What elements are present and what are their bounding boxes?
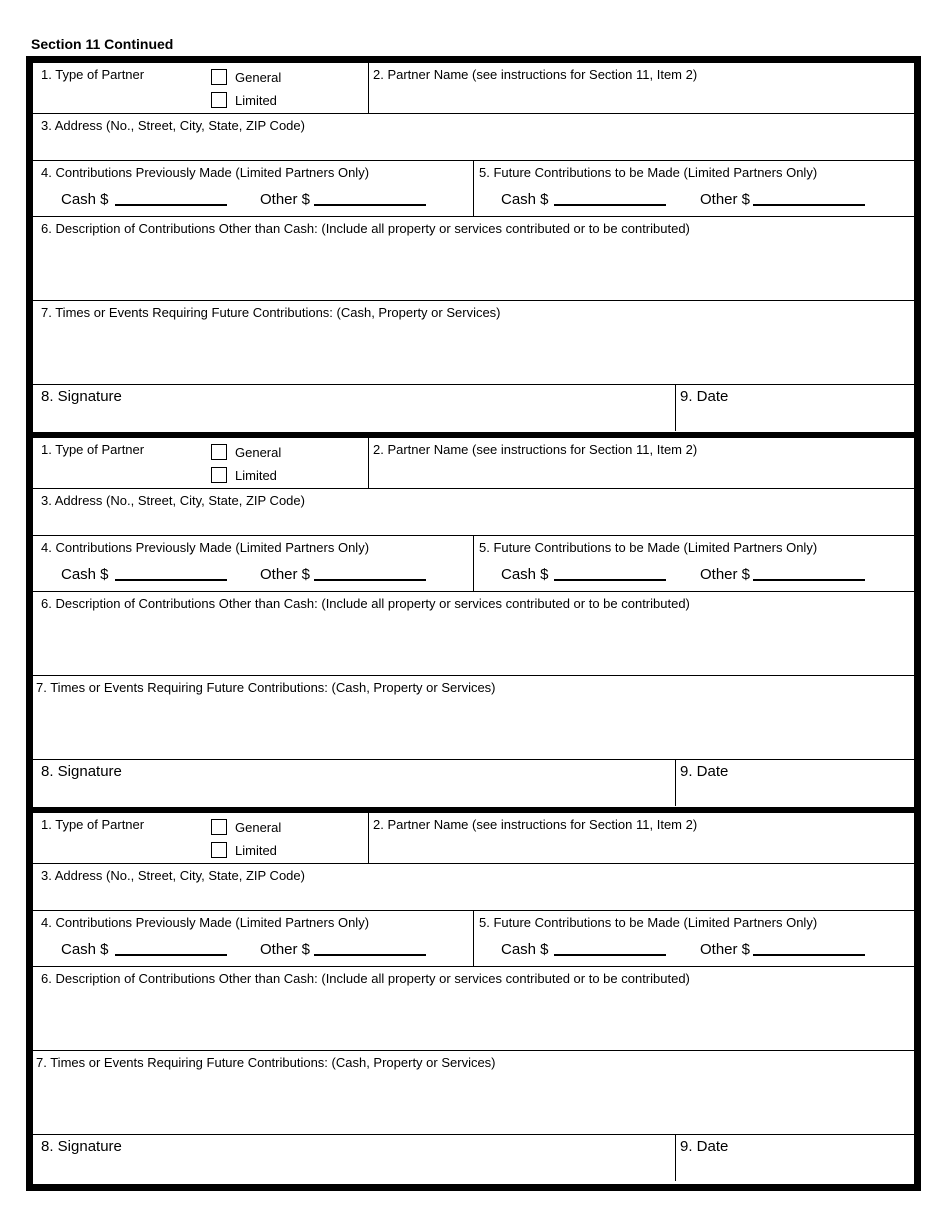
- signature-field[interactable]: 8. Signature: [41, 763, 122, 780]
- future-other-input[interactable]: [753, 204, 865, 206]
- divider: [33, 759, 914, 760]
- future-cash-label: Cash $: [501, 566, 549, 583]
- prev-cash-label: Cash $: [61, 191, 109, 208]
- limited-checkbox[interactable]: [211, 842, 227, 858]
- general-label: General: [235, 70, 282, 85]
- future-contributions-label: 5. Future Contributions to be Made (Limited Partners Only): [479, 165, 818, 180]
- partner-name-field[interactable]: 2. Partner Name (see instructions for Section 11, Item 2): [373, 67, 698, 82]
- prev-other-label: Other $: [260, 191, 311, 208]
- general-label: General: [235, 820, 282, 835]
- limited-checkbox[interactable]: [211, 467, 227, 483]
- future-contributions-label: 5. Future Contributions to be Made (Limited Partners Only): [479, 540, 818, 555]
- date-field[interactable]: 9. Date: [680, 763, 729, 780]
- partner-form: [26, 56, 921, 1191]
- signature-field[interactable]: 8. Signature: [41, 1138, 122, 1155]
- divider: [33, 384, 914, 385]
- limited-checkbox[interactable]: [211, 92, 227, 108]
- future-other-label: Other $: [700, 191, 751, 208]
- address-field[interactable]: 3. Address (No., Street, City, State, ZIP Code): [41, 493, 305, 508]
- prev-contributions-label: 4. Contributions Previously Made (Limited Partners Only): [41, 540, 370, 555]
- limited-label: Limited: [235, 93, 277, 108]
- prev-cash-input[interactable]: [115, 579, 227, 581]
- divider: [33, 591, 914, 592]
- prev-other-input[interactable]: [314, 954, 426, 956]
- signature-field[interactable]: 8. Signature: [41, 388, 122, 405]
- limited-label: Limited: [235, 843, 277, 858]
- divider: [368, 63, 369, 113]
- partner-block-3: [33, 813, 914, 1181]
- divider: [33, 300, 914, 301]
- prev-cash-input[interactable]: [115, 954, 227, 956]
- general-label: General: [235, 445, 282, 460]
- description-field[interactable]: 6. Description of Contributions Other than Cash: (Include all property or services contributed or to be contributed): [41, 971, 690, 986]
- times-events-field[interactable]: 7. Times or Events Requiring Future Contributions: (Cash, Property or Services): [36, 680, 496, 695]
- partner-name-field[interactable]: 2. Partner Name (see instructions for Section 11, Item 2): [373, 817, 698, 832]
- divider: [675, 759, 676, 806]
- date-field[interactable]: 9. Date: [680, 1138, 729, 1155]
- prev-other-input[interactable]: [314, 579, 426, 581]
- divider: [33, 216, 914, 217]
- future-contributions-label: 5. Future Contributions to be Made (Limited Partners Only): [479, 915, 818, 930]
- divider: [33, 1134, 914, 1135]
- section-title: Section 11 Continued: [31, 36, 174, 52]
- prev-other-label: Other $: [260, 566, 311, 583]
- description-field[interactable]: 6. Description of Contributions Other than Cash: (Include all property or services contributed or to be contributed): [41, 596, 690, 611]
- divider: [368, 438, 369, 488]
- type-of-partner-label: 1. Type of Partner: [41, 67, 145, 82]
- future-other-input[interactable]: [753, 579, 865, 581]
- divider: [33, 1050, 914, 1051]
- prev-other-label: Other $: [260, 941, 311, 958]
- prev-contributions-label: 4. Contributions Previously Made (Limited Partners Only): [41, 915, 370, 930]
- partner-block-1: [33, 63, 914, 431]
- type-of-partner-label: 1. Type of Partner: [41, 817, 145, 832]
- divider: [473, 535, 474, 591]
- future-other-input[interactable]: [753, 954, 865, 956]
- divider: [33, 966, 914, 967]
- divider: [473, 160, 474, 216]
- prev-cash-label: Cash $: [61, 941, 109, 958]
- future-other-label: Other $: [700, 566, 751, 583]
- future-cash-label: Cash $: [501, 941, 549, 958]
- future-cash-input[interactable]: [554, 954, 666, 956]
- limited-label: Limited: [235, 468, 277, 483]
- future-cash-label: Cash $: [501, 191, 549, 208]
- divider: [368, 813, 369, 863]
- prev-cash-label: Cash $: [61, 566, 109, 583]
- divider: [473, 910, 474, 966]
- general-checkbox[interactable]: [211, 819, 227, 835]
- divider: [675, 384, 676, 431]
- date-field[interactable]: 9. Date: [680, 388, 729, 405]
- description-field[interactable]: 6. Description of Contributions Other than Cash: (Include all property or services contributed or to be contributed): [41, 221, 690, 236]
- prev-contributions-label: 4. Contributions Previously Made (Limited Partners Only): [41, 165, 370, 180]
- general-checkbox[interactable]: [211, 444, 227, 460]
- prev-other-input[interactable]: [314, 204, 426, 206]
- divider: [33, 675, 914, 676]
- partner-block-2: [33, 438, 914, 806]
- divider: [33, 488, 914, 489]
- divider: [33, 113, 914, 114]
- general-checkbox[interactable]: [211, 69, 227, 85]
- type-of-partner-label: 1. Type of Partner: [41, 442, 145, 457]
- future-cash-input[interactable]: [554, 204, 666, 206]
- address-field[interactable]: 3. Address (No., Street, City, State, ZIP Code): [41, 118, 305, 133]
- divider: [33, 863, 914, 864]
- partner-name-field[interactable]: 2. Partner Name (see instructions for Section 11, Item 2): [373, 442, 698, 457]
- future-other-label: Other $: [700, 941, 751, 958]
- prev-cash-input[interactable]: [115, 204, 227, 206]
- divider: [675, 1134, 676, 1181]
- future-cash-input[interactable]: [554, 579, 666, 581]
- times-events-field[interactable]: 7. Times or Events Requiring Future Contributions: (Cash, Property or Services): [41, 305, 501, 320]
- times-events-field[interactable]: 7. Times or Events Requiring Future Contributions: (Cash, Property or Services): [36, 1055, 496, 1070]
- address-field[interactable]: 3. Address (No., Street, City, State, ZIP Code): [41, 868, 305, 883]
